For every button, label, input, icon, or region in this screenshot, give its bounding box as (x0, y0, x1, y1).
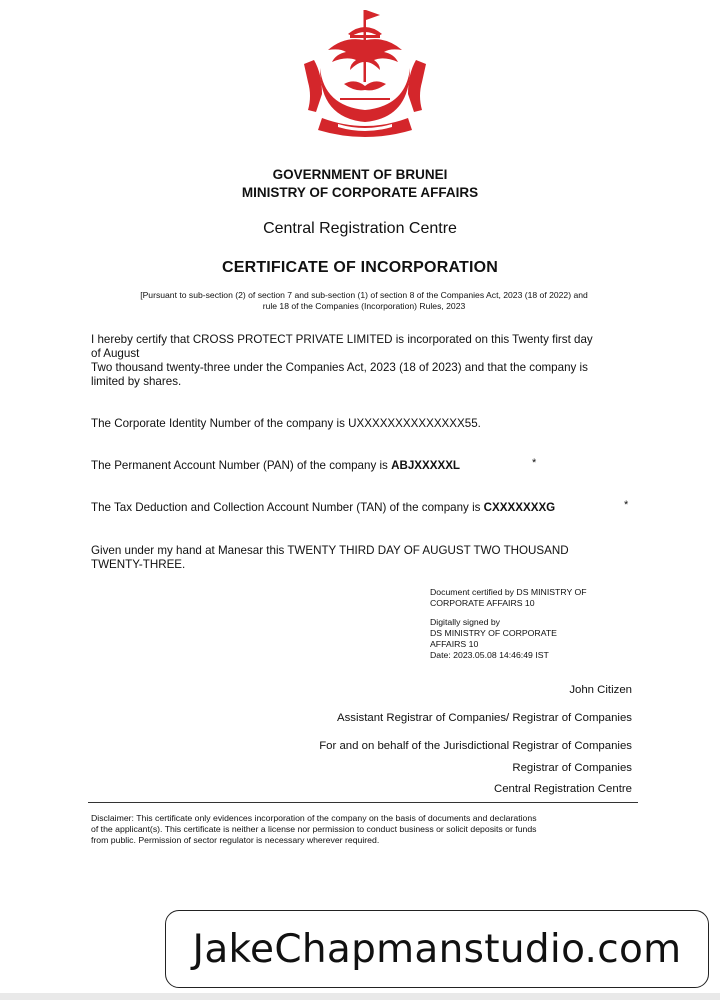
watermark-box (165, 910, 709, 988)
signed-date: Date: 2023.05.08 14:46:49 IST (430, 650, 549, 660)
certification-line-3: Two thousand twenty-three under the Companies Act, 2023 (18 of 2023) and that the company is (91, 361, 588, 374)
pan-label: The Permanent Account Number (PAN) of the company is (91, 459, 392, 472)
divider (88, 802, 638, 803)
registration-centre-heading: Central Registration Centre (263, 220, 457, 237)
disclaimer-line-3: from public. Permission of sector regulator is necessary wherever required. (91, 835, 380, 845)
tan-statement (91, 501, 555, 515)
registrar-line: Registrar of Companies (512, 762, 632, 774)
pursuant-line-1: [Pursuant to sub-section (2) of section 7 and sub-section (1) of section 8 of the Companies Act, 2023 (18 of 2022) and (140, 290, 588, 300)
given-line-2: TWENTY-THREE. (91, 558, 186, 571)
signatory-name: John Citizen (569, 684, 632, 696)
certified-line-1: Document certified by DS MINISTRY OF (430, 587, 587, 597)
pan-value: ABJXXXXXL (391, 459, 461, 472)
tan-asterisk: * (624, 499, 629, 511)
government-heading (0, 166, 720, 202)
signed-line-1: Digitally signed by (430, 617, 501, 627)
signed-line-3: AFFAIRS 10 (430, 639, 479, 649)
ministry-line: MINISTRY OF CORPORATE AFFAIRS (241, 185, 479, 200)
given-line-1: Given under my hand at Manesar this TWENTY THIRD DAY OF AUGUST TWO THOUSAND (91, 544, 569, 557)
pan-asterisk: * (532, 457, 537, 469)
certification-line-1: I hereby certify that CROSS PROTECT PRIVATE LIMITED is incorporated on this Twenty first day (91, 333, 593, 346)
brunei-emblem-icon (300, 6, 430, 140)
tan-value: CXXXXXXXG (483, 501, 556, 514)
behalf-line: For and on behalf of the Jurisdictional Registrar of Companies (319, 740, 632, 752)
certificate-title: CERTIFICATE OF INCORPORATION (221, 259, 499, 276)
centre-line: Central Registration Centre (493, 783, 632, 795)
certification-line-2: of August (91, 347, 140, 360)
pursuant-line-2: rule 18 of the Companies (Incorporation) Rules, 2023 (262, 301, 466, 311)
disclaimer-line-2: of the applicant(s). This certificate is neither a license nor permission to conduct business or solicit deposits or funds (91, 824, 537, 834)
certification-paragraph (91, 333, 631, 389)
disclaimer (91, 813, 621, 846)
pursuant-note (104, 290, 624, 312)
pan-statement (91, 459, 460, 473)
signatory-role: Assistant Registrar of Companies/ Registrar of Companies (336, 712, 632, 724)
given-statement (91, 544, 621, 572)
cin-statement: The Corporate Identity Number of the company is UXXXXXXXXXXXXXX55. (91, 417, 481, 430)
government-line: GOVERNMENT OF BRUNEI (272, 167, 448, 182)
digital-signature (430, 617, 557, 661)
certification-line-4: limited by shares. (91, 375, 182, 388)
bottom-bar (0, 993, 720, 1000)
watermark-text: JakeChapmanstudio.com (192, 926, 682, 972)
signed-line-2: DS MINISTRY OF CORPORATE (430, 628, 557, 638)
certified-line-2: CORPORATE AFFAIRS 10 (430, 598, 535, 608)
tan-label: The Tax Deduction and Collection Account Number (TAN) of the company is (91, 501, 484, 514)
certification-stamp (430, 587, 587, 609)
disclaimer-line-1: Disclaimer: This certificate only evidences incorporation of the company on the basis of documents and declarations (91, 813, 537, 823)
